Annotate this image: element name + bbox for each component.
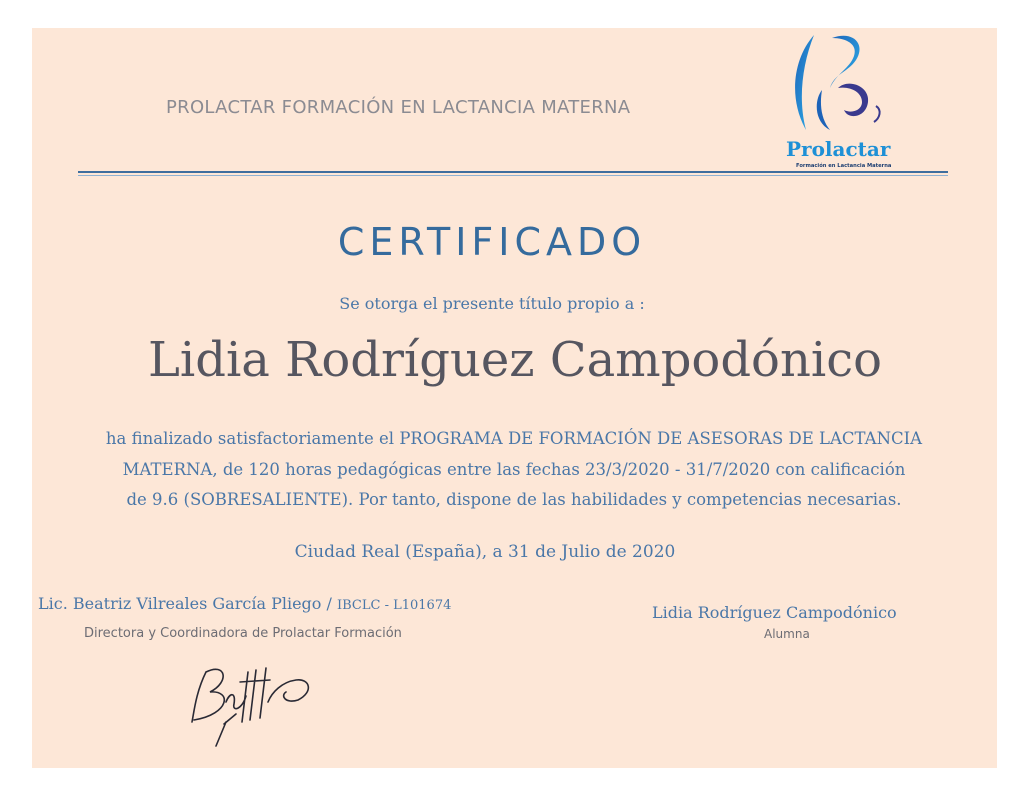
header-divider bbox=[78, 171, 948, 173]
director-credential: IBCLC - L101674 bbox=[336, 598, 452, 613]
student-name: Lidia Rodríguez Campodónico bbox=[652, 603, 897, 622]
organization-header: PROLACTAR FORMACIÓN EN LACTANCIA MATERNA bbox=[166, 97, 631, 118]
certificate-title: CERTIFICADO bbox=[337, 220, 647, 264]
body-line-3: de 9.6 (SOBRESALIENTE). Por tanto, dispone de las habilidades y competencias necesarias. bbox=[126, 490, 902, 509]
signature-separator: / bbox=[321, 594, 337, 613]
director-signature-block bbox=[38, 594, 451, 613]
director-name: Lic. Beatriz Vilreales García Pliego bbox=[38, 594, 322, 613]
certificate-subtitle: Se otorga el presente título propio a : bbox=[339, 294, 645, 313]
body-line-1: ha finalizado satisfactoriamente el PROGRAMA DE FORMACIÓN DE ASESORAS DE LACTANCIA bbox=[105, 429, 923, 448]
student-role: Alumna bbox=[764, 627, 810, 641]
prolactar-logo bbox=[784, 30, 914, 170]
logo-tagline: Formación en Lactancia Materna bbox=[796, 163, 892, 169]
certificate-body bbox=[72, 424, 956, 516]
place-date: Ciudad Real (España), a 31 de Julio de 2020 bbox=[294, 542, 676, 562]
recipient-name: Lidia Rodríguez Campodónico bbox=[148, 332, 882, 388]
logo-wordmark: Prolactar bbox=[786, 137, 891, 161]
header-divider-thin bbox=[78, 175, 948, 176]
director-role: Directora y Coordinadora de Prolactar Formación bbox=[84, 626, 402, 641]
body-line-2: MATERNA, de 120 horas pedagógicas entre las fechas 23/3/2020 - 31/7/2020 con calificación bbox=[122, 459, 906, 479]
handwritten-signature bbox=[186, 652, 326, 752]
